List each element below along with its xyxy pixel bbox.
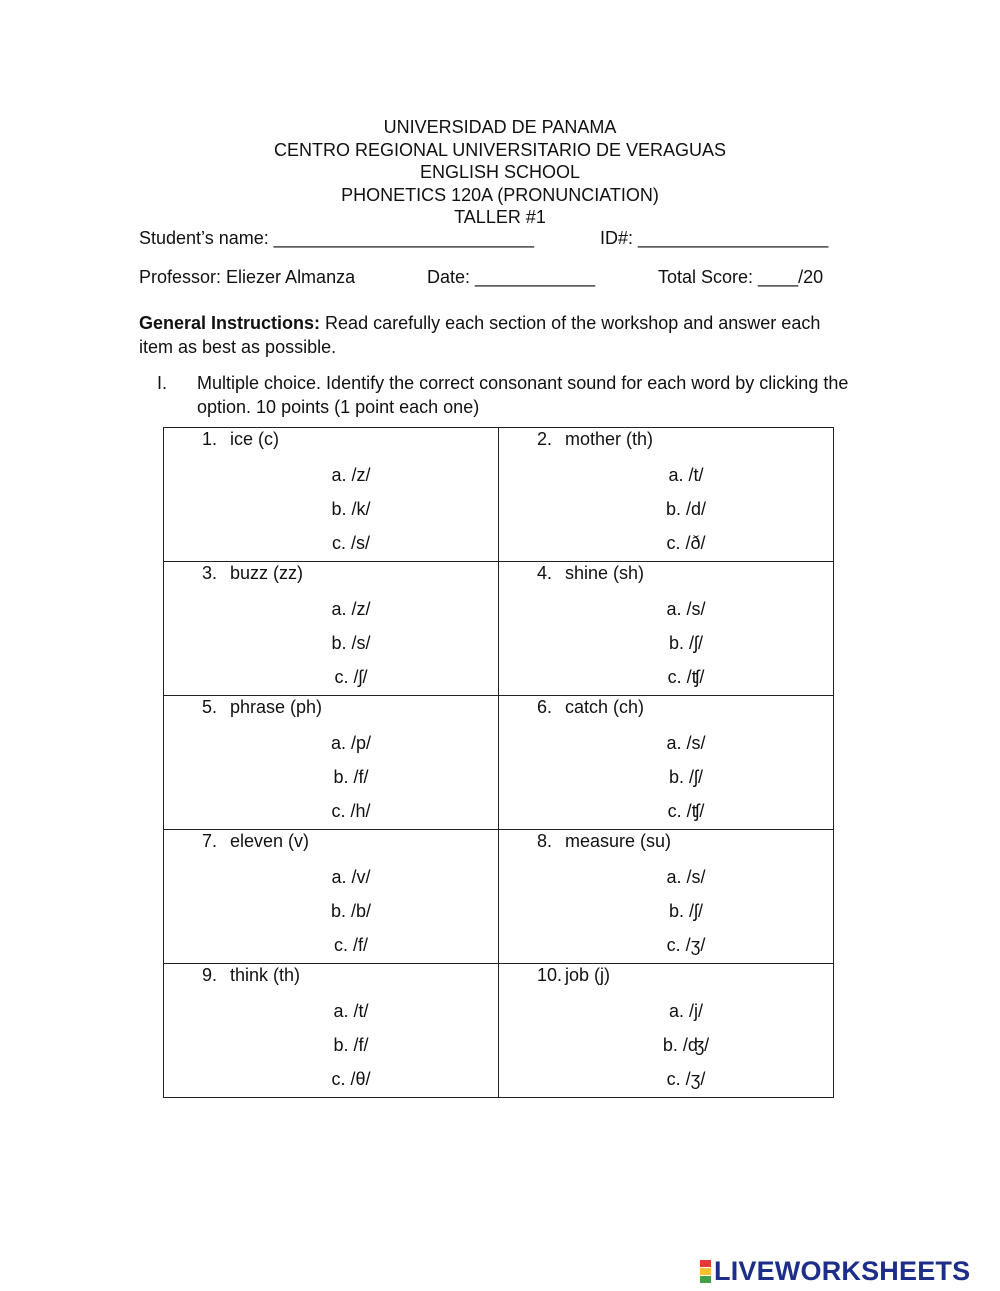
option-a[interactable]: a. /v/ xyxy=(331,867,371,887)
option-a[interactable]: a. /s/ xyxy=(666,733,706,753)
option-c[interactable]: c. /ʃ/ xyxy=(334,667,368,687)
question-1 xyxy=(164,428,499,562)
university-name: UNIVERSIDAD DE PANAMA xyxy=(383,117,617,137)
question-7 xyxy=(164,830,499,964)
question-word: measure (su) xyxy=(565,831,672,851)
question-number: 1. xyxy=(202,429,218,449)
option-c[interactable]: c. /θ/ xyxy=(331,1069,371,1089)
option-b[interactable]: b. /ʤ/ xyxy=(662,1035,710,1055)
option-b[interactable]: b. /f/ xyxy=(333,1035,369,1055)
option-a[interactable]: a. /z/ xyxy=(331,599,371,619)
option-a[interactable]: a. /s/ xyxy=(666,867,706,887)
section-number: I. xyxy=(157,373,168,393)
student-name-field: Student’s name: __________________________ xyxy=(139,228,535,248)
question-number: 10. xyxy=(537,965,563,985)
table-row xyxy=(164,964,834,1098)
question-3 xyxy=(164,562,499,696)
option-b[interactable]: b. /b/ xyxy=(330,901,372,921)
question-word: buzz (zz) xyxy=(230,563,304,583)
question-number: 4. xyxy=(537,563,553,583)
option-b[interactable]: b. /s/ xyxy=(331,633,371,653)
question-word: ice (c) xyxy=(230,429,279,449)
logo-block xyxy=(700,1276,711,1283)
option-b[interactable]: b. /k/ xyxy=(331,499,371,519)
logo-blocks-icon xyxy=(700,1260,711,1283)
logo-text: LIVEWORKSHEETS xyxy=(714,1255,971,1286)
option-b[interactable]: b. /f/ xyxy=(333,767,369,787)
option-b[interactable]: b. /ʃ/ xyxy=(668,901,703,921)
section-instructions: Multiple choice. Identify the correct consonant sound for each word by clicking the option. 10 points (1 point each one) xyxy=(197,373,849,417)
table-row xyxy=(164,428,834,562)
logo-block xyxy=(700,1268,711,1275)
question-9 xyxy=(164,964,499,1098)
option-a[interactable]: a. /j/ xyxy=(668,1001,703,1021)
multiple-choice-table xyxy=(163,427,834,1098)
option-c[interactable]: c. /ʒ/ xyxy=(666,935,706,955)
logo-block xyxy=(700,1260,711,1267)
general-instructions xyxy=(139,311,859,359)
option-a[interactable]: a. /s/ xyxy=(666,599,706,619)
question-word: mother (th) xyxy=(565,429,654,449)
question-number: 2. xyxy=(537,429,553,449)
question-number: 7. xyxy=(202,831,218,851)
table-row xyxy=(164,562,834,696)
instructions-label: General Instructions: xyxy=(139,313,321,333)
option-b[interactable]: b. /ʃ/ xyxy=(668,633,703,653)
option-b[interactable]: b. /d/ xyxy=(665,499,707,519)
workshop-title: TALLER #1 xyxy=(454,207,546,227)
option-c[interactable]: c. /ð/ xyxy=(666,533,706,553)
option-a[interactable]: a. /p/ xyxy=(330,733,372,753)
option-c[interactable]: c. /ʒ/ xyxy=(666,1069,706,1089)
regional-center: CENTRO REGIONAL UNIVERSITARIO DE VERAGUAS xyxy=(273,139,727,160)
question-number: 6. xyxy=(537,697,553,717)
question-2 xyxy=(499,428,834,562)
option-c[interactable]: c. /ʧ/ xyxy=(667,667,705,687)
question-8 xyxy=(499,830,834,964)
option-a[interactable]: a. /z/ xyxy=(331,465,371,485)
question-word: eleven (v) xyxy=(230,831,310,851)
question-word: think (th) xyxy=(230,965,301,985)
worksheet-header xyxy=(0,116,1000,229)
question-word: job (j) xyxy=(565,965,611,985)
question-word: catch (ch) xyxy=(565,697,645,717)
option-c[interactable]: c. /h/ xyxy=(331,801,371,821)
option-c[interactable]: c. /ʧ/ xyxy=(667,801,705,821)
question-number: 3. xyxy=(202,563,218,583)
liveworksheets-logo[interactable] xyxy=(700,1256,970,1286)
question-4 xyxy=(499,562,834,696)
question-number: 5. xyxy=(202,697,218,717)
question-10 xyxy=(499,964,834,1098)
school-name: ENGLISH SCHOOL xyxy=(419,162,581,182)
question-word: shine (sh) xyxy=(565,563,645,583)
instructions-text: Read carefully each section of the workshop and answer each item as best as possible. xyxy=(139,313,821,357)
total-score-field: Total Score: ____/20 xyxy=(658,267,824,287)
option-a[interactable]: a. /t/ xyxy=(333,1001,369,1021)
option-c[interactable]: c. /s/ xyxy=(331,533,370,553)
table-row xyxy=(164,830,834,964)
question-5 xyxy=(164,696,499,830)
date-field: Date: ____________ xyxy=(427,267,596,287)
table-row xyxy=(164,696,834,830)
option-c[interactable]: c. /f/ xyxy=(333,935,368,955)
question-number: 8. xyxy=(537,831,553,851)
question-6 xyxy=(499,696,834,830)
course-title: PHONETICS 120A (PRONUNCIATION) xyxy=(341,184,659,205)
professor-field: Professor: Eliezer Almanza xyxy=(139,267,356,287)
id-field: ID#: ___________________ xyxy=(600,228,829,248)
option-a[interactable]: a. /t/ xyxy=(668,465,704,485)
question-word: phrase (ph) xyxy=(230,697,323,717)
question-number: 9. xyxy=(202,965,218,985)
option-b[interactable]: b. /ʃ/ xyxy=(668,767,703,787)
